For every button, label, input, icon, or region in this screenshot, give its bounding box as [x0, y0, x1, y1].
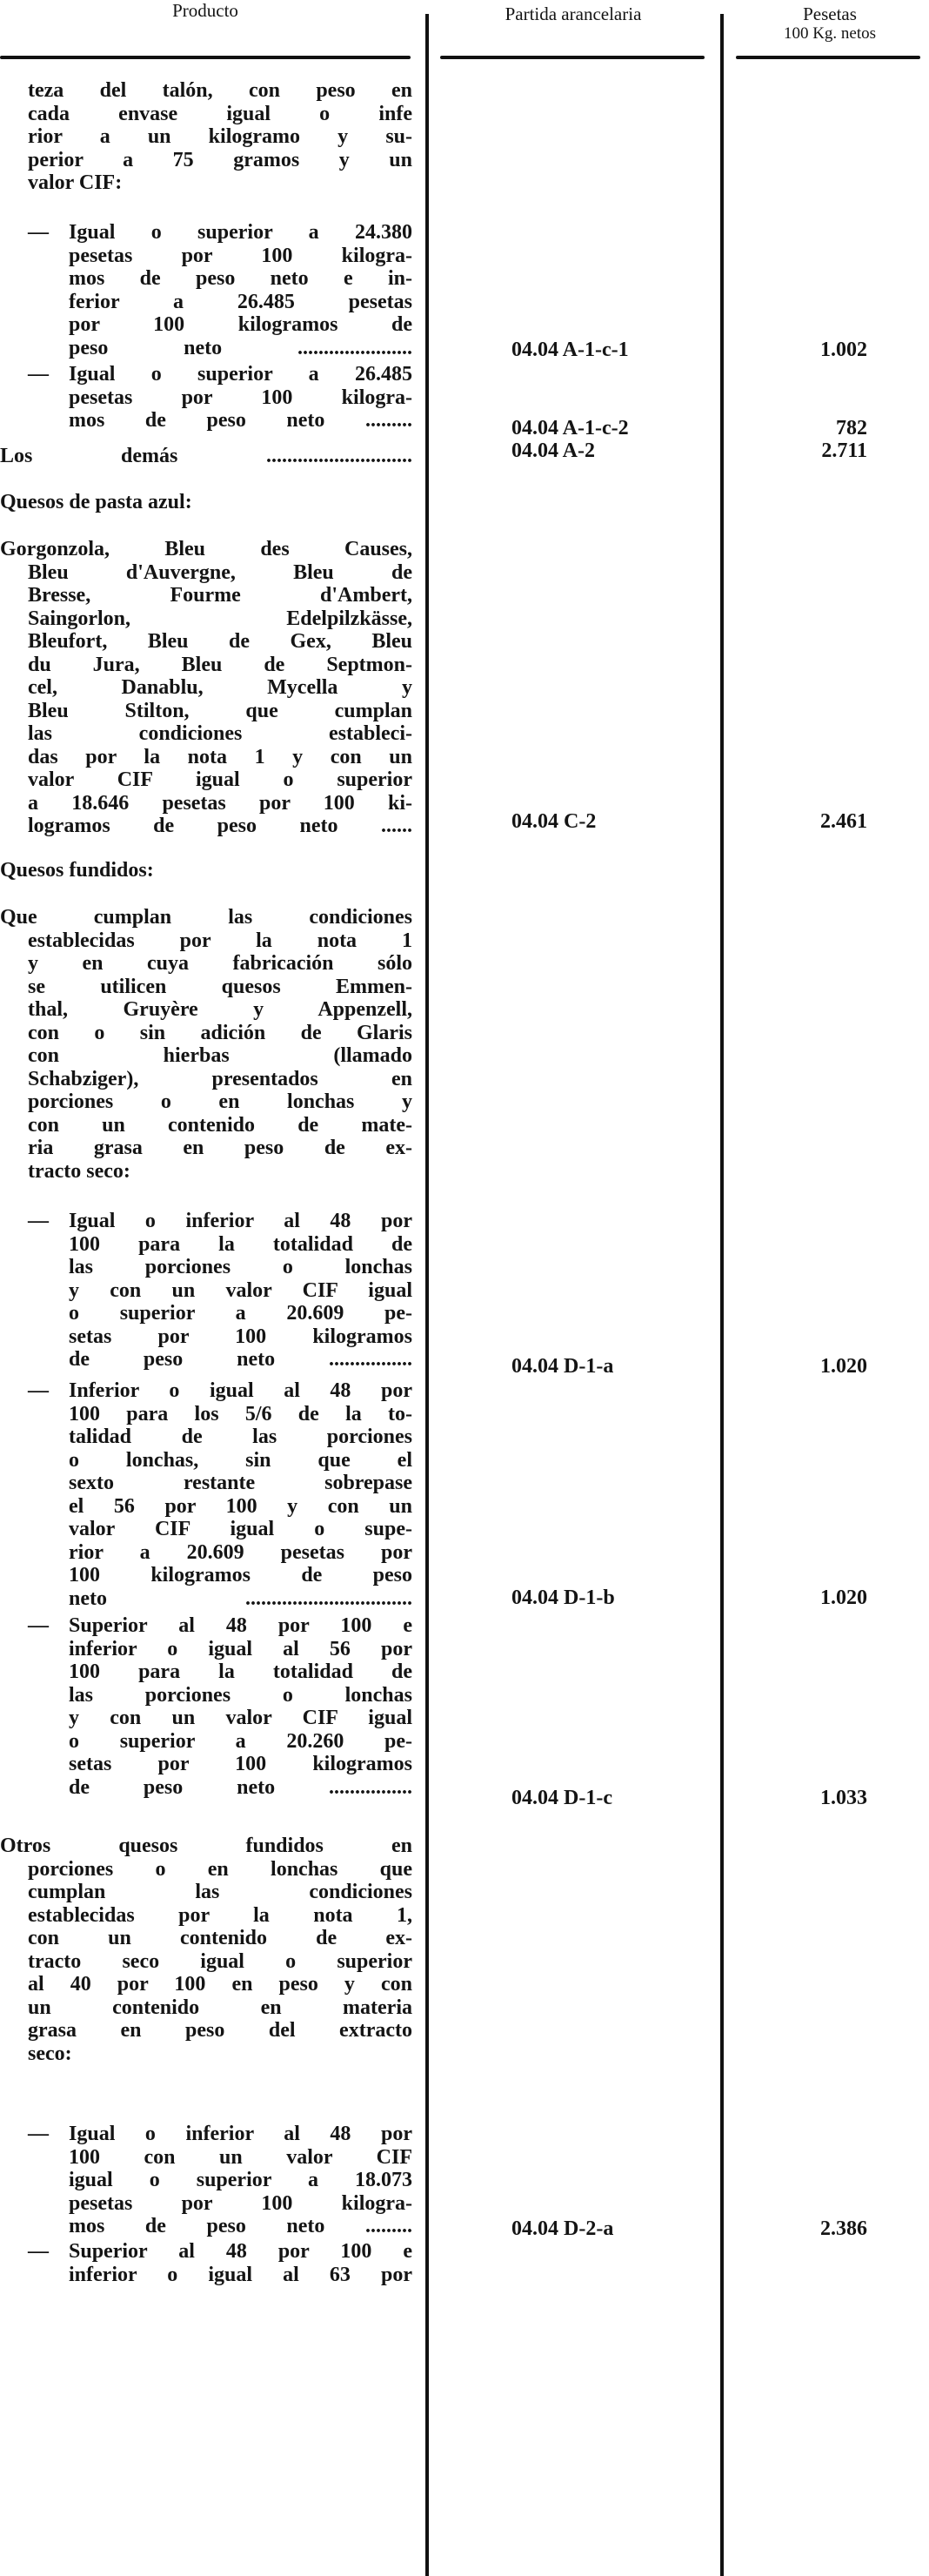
text-line: neto ................................	[69, 1587, 412, 1610]
text-line: das por la nota 1 y con un	[28, 745, 412, 768]
duty-value: 2.711	[821, 439, 867, 462]
text-line: 100 para los 5/6 de la to-	[69, 1402, 412, 1426]
product-subitem	[28, 1379, 412, 1610]
dash-bullet: —	[28, 2240, 49, 2263]
product-subitem	[28, 2123, 412, 2238]
text-line: porciones o en lonchas que	[28, 1857, 412, 1881]
text-line: Bleufort, Bleu de Gex, Bleu	[28, 630, 412, 653]
text-line: seco:	[28, 2042, 72, 2065]
product-paragraph	[0, 538, 412, 838]
text-line: de peso neto ................	[69, 1348, 412, 1371]
dash-bullet: —	[28, 1614, 49, 1637]
dash-bullet: —	[28, 2123, 49, 2145]
header-rule-pesetas	[736, 56, 920, 59]
text-line: cel, Danablu, Mycella y	[28, 676, 412, 699]
duty-value: 1.020	[820, 1355, 867, 1378]
text-line: a 18.646 pesetas por 100 ki-	[28, 791, 412, 815]
column-header-pesetas: Pesetas	[803, 3, 857, 24]
product-paragraph	[0, 906, 412, 1183]
text-line: Inferior o igual al 48 por	[69, 1379, 412, 1402]
text-line: pesetas por 100 kilogra-	[69, 386, 412, 409]
text-line: Igual o inferior al 48 por	[69, 1210, 412, 1232]
text-line: Schabziger), presentados en	[28, 1067, 412, 1090]
text-line: inferior o igual al 63 por	[69, 2263, 412, 2286]
text-line: thal, Gruyère y Appenzell,	[28, 998, 412, 1021]
text-line: Bresse, Fourme d'Ambert,	[28, 584, 412, 607]
product-subitem	[28, 2240, 412, 2286]
tariff-code: 04.04 A-2	[511, 439, 595, 462]
text-line: tracto seco igual o superior	[28, 1949, 412, 1973]
text-line: con un contenido de ex-	[28, 1927, 412, 1949]
text-line: Quesos de pasta azul:	[0, 491, 192, 513]
product-paragraph	[0, 1835, 412, 2065]
duty-value: 782	[836, 417, 867, 439]
dash-bullet: —	[28, 1379, 49, 1402]
tariff-code: 04.04 C-2	[511, 810, 597, 833]
text-line: sexto restante sobrepase	[69, 1472, 412, 1494]
text-line: el 56 por 100 y con un	[69, 1494, 412, 1518]
text-line: o superior a 20.260 pe-	[69, 1729, 412, 1753]
product-subitem	[28, 221, 412, 359]
text-line: Igual o superior a 26.485	[69, 363, 412, 386]
text-line: logramos de peso neto ......	[28, 815, 412, 837]
dash-bullet: —	[28, 363, 49, 386]
text-line: y con un valor CIF igual	[69, 1707, 412, 1729]
text-line: ria grasa en peso de ex-	[28, 1137, 412, 1159]
text-line: 100 con un valor CIF	[69, 2145, 412, 2169]
column-header-pesetas-unit: 100 Kg. netos	[783, 24, 877, 43]
text-line: setas por 100 kilogramos	[69, 1325, 412, 1348]
product-subitem	[28, 1210, 412, 1372]
tariff-code: 04.04 D-1-a	[511, 1355, 614, 1378]
text-line: Igual o superior a 24.380	[69, 221, 412, 244]
text-line: cumplan las condiciones	[28, 1881, 412, 1903]
duty-value: 2.386	[820, 2217, 867, 2240]
text-line: se utilicen quesos Emmen-	[28, 975, 412, 998]
text-line: pesetas por 100 kilogra-	[69, 2191, 412, 2215]
text-line: 100 kilogramos de peso	[69, 1564, 412, 1587]
text-line: perior a 75 gramos y un	[28, 148, 412, 171]
text-line: 100 para la totalidad de	[69, 1232, 412, 1256]
text-line: y en cuya fabricación sólo	[28, 952, 412, 975]
tariff-code: 04.04 A-1-c-1	[511, 339, 629, 361]
text-line: un contenido en materia	[28, 1996, 412, 2019]
text-line: las condiciones estableci-	[28, 722, 412, 745]
product-paragraph	[28, 79, 412, 195]
column-divider-1	[425, 14, 429, 2576]
text-line: porciones o en lonchas y	[28, 1090, 412, 1113]
text-line: las porciones o lonchas	[69, 1683, 412, 1707]
duty-value: 2.461	[820, 810, 867, 833]
text-line: por 100 kilogramos de	[69, 313, 412, 336]
text-line: Igual o inferior al 48 por	[69, 2123, 412, 2145]
product-paragraph	[0, 859, 412, 882]
header-rule-partida	[440, 56, 705, 59]
text-line: establecidas por la nota 1,	[28, 1903, 412, 1927]
text-line: o superior a 20.609 pe-	[69, 1302, 412, 1325]
tariff-code: 04.04 D-2-a	[511, 2217, 614, 2240]
text-line: talidad de las porciones	[69, 1426, 412, 1448]
text-line: Superior al 48 por 100 e	[69, 2240, 412, 2263]
text-line: peso neto ......................	[69, 336, 412, 359]
text-line: Superior al 48 por 100 e	[69, 1614, 412, 1637]
column-divider-2	[720, 14, 724, 2576]
duty-value: 1.020	[820, 1587, 867, 1609]
text-line: rior a 20.609 pesetas por	[69, 1540, 412, 1564]
column-header-producto: Producto	[172, 0, 238, 21]
text-line: valor CIF igual o supe-	[69, 1518, 412, 1540]
text-line: inferior o igual al 56 por	[69, 1637, 412, 1660]
text-line: ferior a 26.485 pesetas	[69, 290, 412, 313]
text-line: teza del talón, con peso en	[28, 79, 412, 102]
duty-value: 1.033	[820, 1787, 867, 1809]
text-line: o lonchas, sin que el	[69, 1448, 412, 1472]
text-line: al 40 por 100 en peso y con	[28, 1973, 412, 1996]
product-subitem	[28, 1614, 412, 1799]
text-line: igual o superior a 18.073	[69, 2169, 412, 2191]
text-line: mos de peso neto e in-	[69, 267, 412, 290]
tariff-code: 04.04 D-1-b	[511, 1587, 615, 1609]
text-line: con hierbas (llamado	[28, 1044, 412, 1067]
text-line: de peso neto ................	[69, 1775, 412, 1799]
text-line: Saingorlon, Edelpilzkässe,	[28, 607, 412, 630]
dash-bullet: —	[28, 1210, 49, 1232]
text-line: con un contenido de mate-	[28, 1113, 412, 1137]
text-line: cada envase igual o infe	[28, 102, 412, 125]
text-line: du Jura, Bleu de Septmon-	[28, 653, 412, 676]
duty-value: 1.002	[820, 339, 867, 361]
text-line: las porciones o lonchas	[69, 1256, 412, 1278]
text-line: Los demás ............................	[0, 445, 412, 467]
product-paragraph	[0, 445, 412, 468]
column-header-partida: Partida arancelaria	[505, 3, 642, 24]
text-line: Quesos fundidos:	[0, 859, 154, 882]
product-paragraph	[0, 491, 412, 514]
text-line: Gorgonzola, Bleu des Causes,	[0, 538, 412, 560]
text-line: Que cumplan las condiciones	[0, 906, 412, 929]
text-line: establecidas por la nota 1	[28, 929, 412, 952]
product-subitem	[28, 363, 412, 433]
text-line: mos de peso neto .........	[69, 2215, 412, 2237]
text-line: grasa en peso del extracto	[28, 2019, 412, 2042]
text-line: valor CIF igual o superior	[28, 768, 412, 791]
text-line: valor CIF:	[28, 171, 123, 194]
text-line: 100 para la totalidad de	[69, 1660, 412, 1683]
text-line: Bleu Stilton, que cumplan	[28, 699, 412, 722]
text-line: mos de peso neto .........	[69, 409, 412, 432]
text-line: setas por 100 kilogramos	[69, 1753, 412, 1775]
text-line: con o sin adición de Glaris	[28, 1021, 412, 1044]
dash-bullet: —	[28, 221, 49, 244]
text-line: pesetas por 100 kilogra-	[69, 244, 412, 267]
tariff-code: 04.04 A-1-c-2	[511, 417, 629, 439]
tariff-code: 04.04 D-1-c	[511, 1787, 612, 1809]
text-line: tracto seco:	[28, 1159, 130, 1183]
text-line: y con un valor CIF igual	[69, 1278, 412, 1302]
text-line: rior a un kilogramo y su-	[28, 125, 412, 148]
header-rule-producto	[0, 56, 411, 59]
text-line: Bleu d'Auvergne, Bleu de	[28, 560, 412, 584]
text-line: Otros quesos fundidos en	[0, 1835, 412, 1857]
